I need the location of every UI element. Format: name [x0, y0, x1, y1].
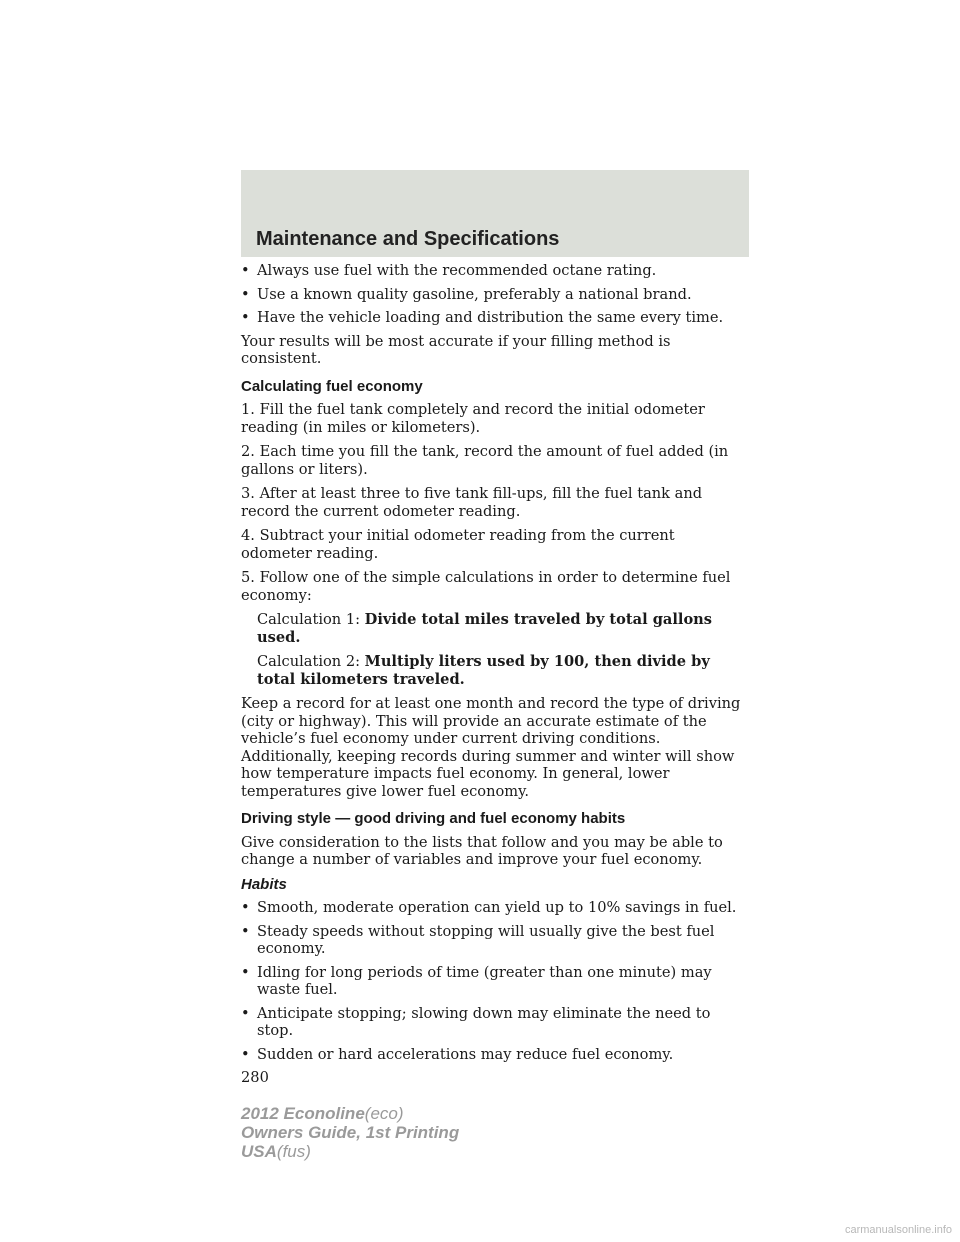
calculating-heading: Calculating fuel economy — [241, 377, 423, 395]
footer-line-2 — [241, 1123, 459, 1142]
bullet-icon: • — [241, 922, 250, 940]
list-item — [241, 1046, 749, 1064]
calc-step-1: 1. Fill the fuel tank completely and record the initial odometer reading (in miles or kilometers). — [241, 401, 705, 436]
calc-step-5: 5. Follow one of the simple calculations in order to determine fuel economy: — [241, 569, 731, 604]
list-item-text: Always use fuel with the recommended octane rating. — [257, 262, 657, 279]
footer-line-1 — [241, 1104, 459, 1123]
consistency-note: Your results will be most accurate if your filling method is consistent. — [241, 332, 671, 367]
list-item — [241, 286, 749, 304]
list-item — [241, 964, 749, 999]
record-note: Keep a record for at least one month and record the type of driving (city or highway). This will provide an accurate estimate of the vehicle’s fuel economy under current driving conditions. Additionally, keeping records during summer and winter will show how temperature impacts fuel economy. In general, lower temperatures give lower fuel economy. — [241, 695, 741, 800]
footer-printing: Owners Guide, 1st Printing — [241, 1123, 460, 1142]
bullet-icon: • — [241, 262, 250, 279]
calc-step-4: 4. Subtract your initial odometer reading from the current odometer reading. — [241, 527, 675, 562]
list-item-text: Sudden or hard accelerations may reduce fuel economy. — [257, 1045, 674, 1063]
bullet-icon: • — [241, 899, 250, 916]
list-item — [241, 1005, 749, 1040]
list-item-text: Steady speeds without stopping will usually give the best fuel economy. — [257, 922, 715, 957]
page-number: 280 — [241, 1069, 269, 1086]
driving-style-intro: Give consideration to the lists that follow and you may be able to change a number of variables and improve your fuel economy. — [241, 833, 723, 868]
bullet-icon: • — [241, 309, 250, 326]
section-title: Maintenance and Specifications — [256, 228, 560, 250]
footer-model-code: (eco) — [364, 1104, 404, 1123]
list-item-text: Idling for long periods of time (greater than one minute) may waste fuel. — [257, 963, 712, 998]
habits-heading: Habits — [241, 875, 287, 893]
page-content — [241, 262, 749, 1087]
calculation-1-text: Divide total miles traveled by total gallons used. — [257, 611, 713, 646]
calc-step-2: 2. Each time you fill the tank, record the amount of fuel added (in gallons or liters). — [241, 443, 729, 478]
watermark: carmanualsonline.info — [844, 1224, 952, 1236]
list-item-text: Anticipate stopping; slowing down may eliminate the need to stop. — [257, 1004, 711, 1039]
bullet-icon: • — [241, 1004, 250, 1022]
list-item-text: Smooth, moderate operation can yield up to 10% savings in fuel. — [257, 899, 737, 916]
footer-line-3 — [241, 1142, 459, 1161]
list-item-text: Have the vehicle loading and distribution the same every time. — [257, 309, 724, 326]
calculation-1-label: Calculation 1: — [257, 611, 365, 628]
calculation-2 — [257, 653, 749, 688]
bullet-icon: • — [241, 285, 250, 303]
calculation-1 — [257, 611, 749, 646]
print-footer — [241, 1104, 459, 1161]
calculation-2-label: Calculation 2: — [257, 653, 365, 670]
bullet-icon: • — [241, 963, 250, 981]
calculation-2-text: Multiply liters used by 100, then divide by total kilometers traveled. — [257, 653, 710, 688]
footer-market-code: (fus) — [276, 1142, 311, 1161]
list-item-text: Use a known quality gasoline, preferably a national brand. — [257, 285, 692, 303]
driving-style-heading: Driving style — good driving and fuel economy habits — [241, 810, 626, 827]
list-item — [241, 309, 749, 327]
list-item — [241, 923, 749, 958]
calc-step-3: 3. After at least three to five tank fill-ups, fill the fuel tank and record the current odometer reading. — [241, 485, 703, 520]
footer-market: USA — [241, 1142, 277, 1161]
bullet-icon: • — [241, 1045, 250, 1063]
list-item — [241, 899, 749, 917]
list-item — [241, 262, 749, 280]
footer-model: 2012 Econoline — [241, 1104, 365, 1123]
section-header-band — [241, 170, 749, 257]
